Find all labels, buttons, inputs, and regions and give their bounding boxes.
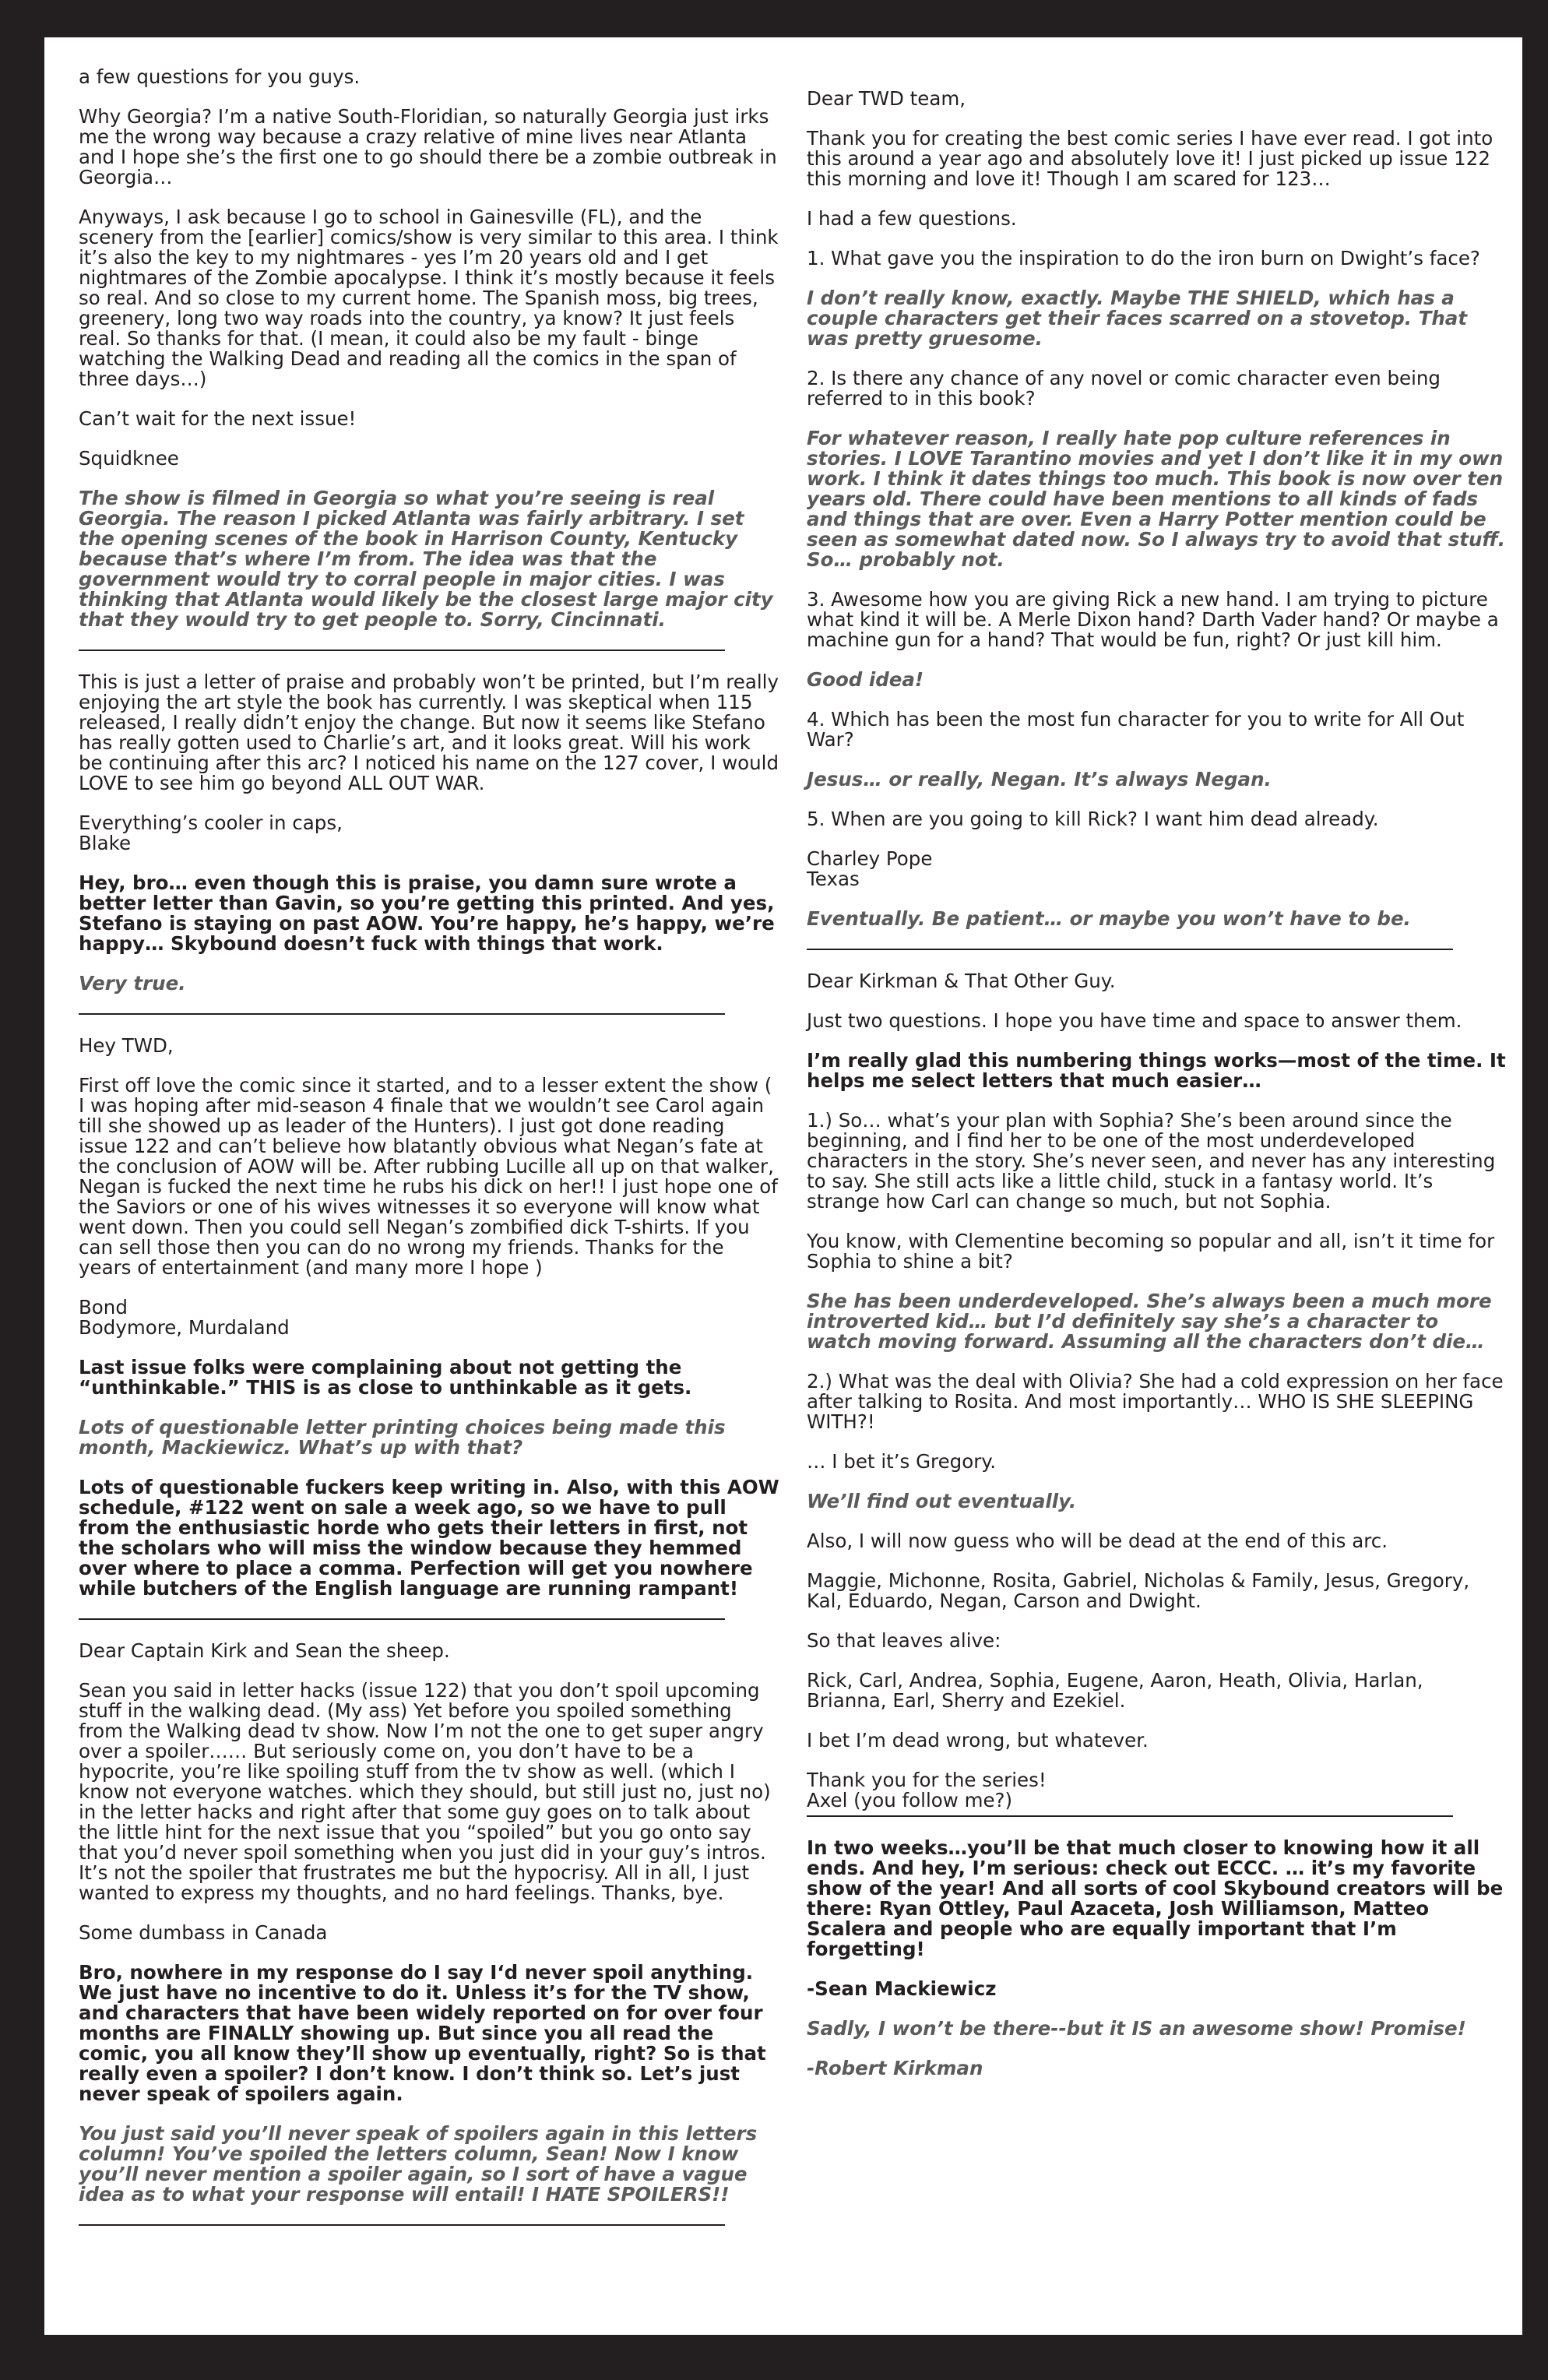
letter-paragraph: 2.) What was the deal with Olivia? She had a cold expression on her face after talking to Rosita. And most importantly… WHO IS SHE SLEEPING WITH?! <box>807 1370 1504 1433</box>
letter-paragraph: Maggie, Michonne, Rosita, Gabriel, Nicholas & Family, Jesus, Gregory, Kal, Eduardo, Negan, Carson and Dwight. <box>807 1569 1470 1612</box>
letter-paragraph: First off love the comic since it started, and to a lesser extent the show ( I was hoping after mid-season 4 finale that we wouldn’t see Carol again till she showed up as leader of the Hunters). I just got done reading issue 122 and can’t believe how blatantly obvious what Negan’s fate at the conclusion of AOW will be. After rubbing Lucille all up on that walker, Negan is fucked the next time he rubs his dick on her!! I just hope one of the Saviors or one of his wives witnesses it so everyone will know what went down. Then you could sell Negan’s zombified dick T-shirts. If you can sell those then you can do no wrong my friends. Thanks for the years of entertainment (and many more I hope ) <box>79 1074 778 1279</box>
writer-reply: Jesus… or really, Negan. It’s always Negan. <box>807 768 1272 790</box>
editor-reply: Lots of questionable fuckers keep writing in. Also, with this AOW schedule, #122 went on sale a week ago, so we have to pull from the enthusiastic horde who gets their letters in first, not the scholars who will miss the window because they hemmed over where to place a comma. Perfection will get you nowhere while butchers of the English language are running rampant! <box>79 1476 779 1600</box>
writer-reply: Very true. <box>79 972 186 995</box>
writer-reply: The show is filmed in Georgia so what you’re seeing is real Georgia. The reason I picked Atlanta was fairly arbitrary. I set the opening scenes of the book in Harrison County, Kentucky because that’s where I’m from. The idea was that the government would try to corral people in major cities. I was thinking that Atlanta would likely be the closest large major city that they would try to get people to. Sorry, Cincinnati. <box>79 487 773 631</box>
letter-paragraph: You know, with Clementine becoming so popular and all, isn’t it time for Sophia to shine a bit? <box>807 1230 1495 1273</box>
letter-paragraph: Also, I will now guess who will be dead at the end of this arc. <box>807 1530 1388 1552</box>
writer-reply: For whatever reason, I really hate pop culture references in stories. I LOVE Tarantino movies and yet I don’t like it in my own work. I think it dates things too much. This book is now over ten years old. There could have been mentions to all kinds of fads and things that are over. Even a Harry Potter mention could be seen as somewhat dated now. So I always try to avoid that stuff. So… probably not. <box>807 427 1506 571</box>
letter-paragraph: Why Georgia? I’m a native South-Floridian, so naturally Georgia just irks me the wrong way because a crazy relative of mine lives near Atlanta and I hope she’s the first one to go should there be a zombie outbreak in Georgia… <box>79 105 777 188</box>
letter-paragraph: Hey TWD, <box>79 1034 174 1057</box>
letter-paragraph: So that leaves alive: <box>807 1629 1001 1652</box>
letter-paragraph: Everything’s cooler in caps, Blake <box>79 812 343 854</box>
letter-paragraph: 3. Awesome how you are giving Rick a new hand. I am trying to picture what kind it will be. A Merle Dixon hand? Darth Vader hand? Or maybe a machine gun for a hand? That would be fun, right? Or just kill him. <box>807 588 1499 651</box>
section-divider <box>807 1815 1453 1817</box>
letter-paragraph: Rick, Carl, Andrea, Sophia, Eugene, Aaron, Heath, Olivia, Harlan, Brianna, Earl, Sherry and Ezekiel. <box>807 1669 1423 1712</box>
letter-paragraph: Thank you for creating the best comic series I have ever read. I got into this around a year ago and absolutely love it! I just picked up issue 122 this morning and love it! Though I am scared for 123… <box>807 127 1493 190</box>
letter-paragraph: Charley Pope Texas <box>807 847 933 890</box>
writer-reply: Good idea! <box>807 668 924 691</box>
right-column <box>807 89 1508 2098</box>
letter-paragraph: 1. What gave you the inspiration to do the iron burn on Dwight’s face? <box>807 247 1480 269</box>
writer-reply: You just said you’ll never speak of spoilers again in this letters column! You’ve spoiled the letters column, Sean! Now I know you’ll never mention a spoiler again, so I sort of have a vague idea as to what your response will entail! I HATE SPOILERS!! <box>79 2122 758 2206</box>
letter-paragraph: Bond Bodymore, Murdaland <box>79 1296 290 1339</box>
section-divider <box>79 2224 725 2226</box>
letters-page <box>44 37 1522 2335</box>
section-divider <box>807 949 1453 950</box>
letter-paragraph: Anyways, I ask because I go to school in Gainesville (FL), and the scenery from the [earlier] comics/show is very similar to this area. I think it’s also the key to my nightmares - yes I’m 20 years old and I get nightmares of the Zombie apocalypse. I think it’s mostly because it feels so real. And so close to my current home. The Spanish moss, big trees, greenery, long two way roads into the country, ya know? It just feels real. So thanks for that. (I mean, it could also be my fault - binge watching the Walking Dead and reading all the comics in the span of three days…) <box>79 206 779 390</box>
letter-paragraph: Dear Captain Kirk and Sean the sheep. <box>79 1639 450 1662</box>
section-divider <box>79 1618 725 1620</box>
writer-reply: -Robert Kirkman <box>807 2057 983 2079</box>
editor-reply: Hey, bro… even though this is praise, you damn sure wrote a better letter than Gavin, so you’re getting this printed. And yes, Stefano is staying on past AOW. You’re happy, he’s happy, we’re happy… Skybound doesn’t fuck with things that work. <box>79 871 775 955</box>
letter-paragraph: Can’t wait for the next issue! <box>79 407 357 430</box>
letter-paragraph: This is just a letter of praise and probably won’t be printed, but I’m really enjoying the art style the book has currently. I was skeptical when 115 released, I really didn’t enjoy the change. But now it seems like Stefano has really gotten used to Charlie’s art, and it looks great. Will his work be continuing after this arc? I noticed his name on the 127 cover, I would LOVE to see him go beyond ALL OUT WAR. <box>79 671 779 794</box>
writer-reply: Sadly, I won’t be there--but it IS an awesome show! Promise! <box>807 2017 1466 2040</box>
letter-paragraph: 4. Which has been the most fun character for you to write for All Out War? <box>807 708 1465 751</box>
letter-paragraph: Dear TWD team, <box>807 87 966 110</box>
letter-paragraph: Some dumbass in Canada <box>79 1921 328 1944</box>
letter-paragraph: a few questions for you guys. <box>79 65 361 88</box>
editor-reply: I’m really glad this numbering things works—most of the time. It helps me select letters that much easier… <box>807 1049 1506 1092</box>
letter-paragraph: 5. When are you going to kill Rick? I want him dead already. <box>807 808 1379 830</box>
writer-reply: I don’t really know, exactly. Maybe THE SHIELD, which has a couple characters get their faces scarred on a stovetop. That was pretty gruesome. <box>807 287 1468 350</box>
editor-reply: In two weeks…you’ll be that much closer to knowing how it all ends. And hey, I’m serious: check out ECCC. … it’s my favorite show of the year! And all sorts of cool Skybound creators will be there: Ryan Ottley, Paul Azaceta, Josh Williamson, Matteo Scalera and people who are equally important that I’m forgetting! <box>807 1836 1504 1960</box>
section-divider <box>79 1013 725 1015</box>
writer-reply: She has been underdeveloped. She’s always been a much more introverted kid… but I’d definitely say she’s a character to watch moving forward. Assuming all the characters don’t die… <box>807 1290 1492 1353</box>
letter-paragraph: 1.) So… what’s your plan with Sophia? She’s been around since the beginning, and I find her to be one of the most underdeveloped characters in the story. She’s never seen, and never has any interesting to say. She still acts like a little child, stuck in a fantasy world. It’s strange how Carl can change so much, but not Sophia. <box>807 1109 1496 1213</box>
editor-reply: Bro, nowhere in my response do I say I‘d never spoil anything. We just have no incentive to do it. Unless it’s for the TV show, and characters that have been widely reported on for over four months are FINALLY showing up. But since you all read the comic, you all know they’ll show up eventually, right? So is that really even a spoiler? I don’t know. I don’t think so. Let’s just never speak of spoilers again. <box>79 1961 766 2105</box>
writer-reply: Eventually. Be patient… or maybe you won’t have to be. <box>807 907 1411 930</box>
left-column <box>79 67 779 2247</box>
letter-paragraph: Squidknee <box>79 447 179 470</box>
letter-paragraph: Thank you for the series! Axel (you follow me?) <box>807 1769 1047 1811</box>
letter-paragraph: Sean you said in letter hacks (issue 122) that you don’t spoil upcoming stuff in the walking dead. (My ass) Yet before you spoiled something from the Walking dead tv show. Now I’m not the one to get super angry over a spoiler…… But seriously come on, you don’t have to be a hypocrite, you’re like spoiling stuff from the tv show as well. (which I know not everyone watches. which they should, but still just no, just no) in the letter hacks and right after that some guy goes on to talk about the little hint for the next issue that you “spoiled” but you go onto say that you’d never spoil something when you just did in your guy’s intros. It’s not the spoiler that frustrates me but the hypocrisy. All in all, I just wanted to express my thoughts, and no hard feelings. Thanks, bye. <box>79 1679 771 1904</box>
letter-paragraph: I bet I’m dead wrong, but whatever. <box>807 1729 1149 1752</box>
writer-reply: Lots of questionable letter printing choices being made this month, Mackiewicz. What’s up with that? <box>79 1416 726 1459</box>
writer-reply: We’ll find out eventually. <box>807 1490 1077 1512</box>
letter-paragraph: Just two questions. I hope you have time and space to answer them. <box>807 1009 1462 1032</box>
editor-reply: -Sean Mackiewicz <box>807 1977 997 2000</box>
letter-paragraph: … I bet it’s Gregory. <box>807 1450 997 1473</box>
letter-paragraph: Dear Kirkman & That Other Guy. <box>807 970 1116 992</box>
letter-paragraph: I had a few questions. <box>807 207 1017 230</box>
letter-paragraph: 2. Is there any chance of any novel or comic character even being referred to in this book? <box>807 367 1441 410</box>
section-divider <box>79 650 725 651</box>
editor-reply: Last issue folks were complaining about not getting the “unthinkable.” THIS is as close to unthinkable as it gets. <box>79 1356 692 1399</box>
